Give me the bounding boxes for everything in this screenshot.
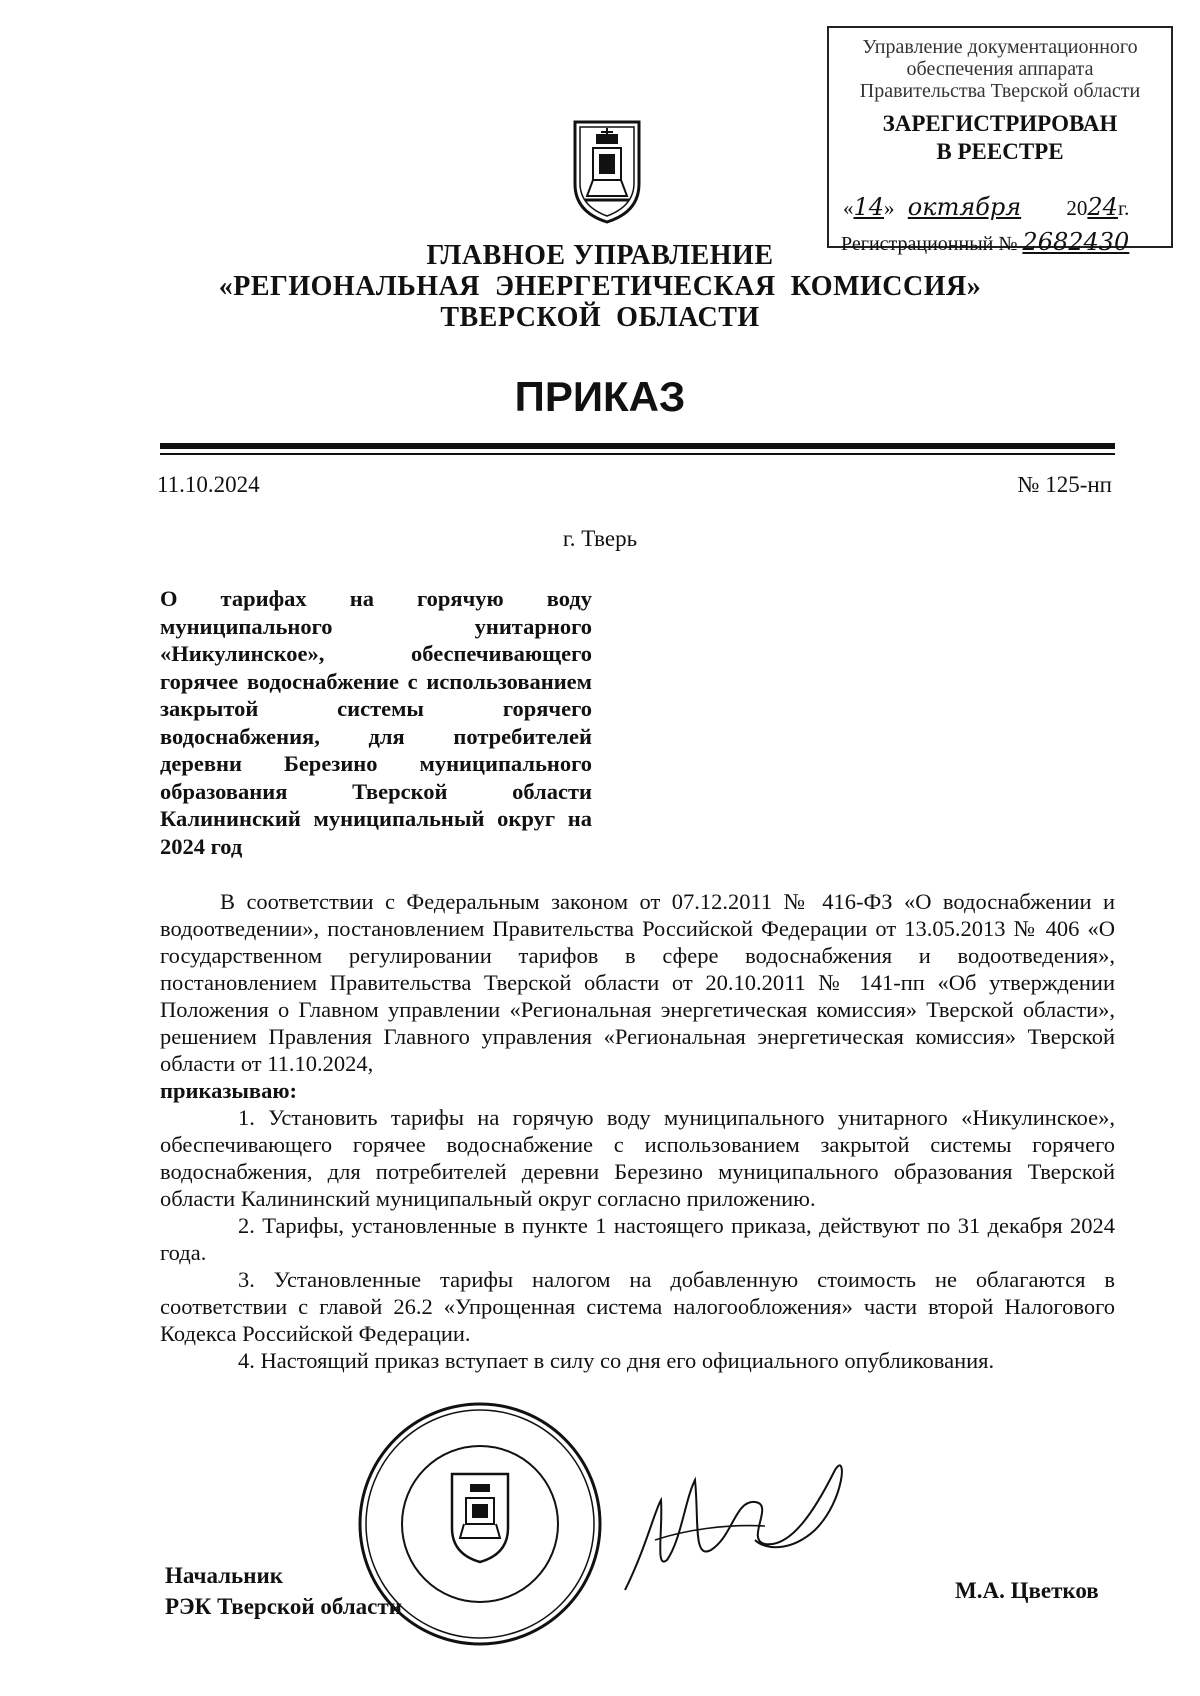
document-city: г. Тверь: [562, 526, 638, 551]
order-item-4: 4. Настоящий приказ вступает в силу со дня его официального опубликования.: [238, 1348, 995, 1373]
order-item-1: 1. Установить тарифы на горячую воду муниципального унитарного «Никулинское», обеспечивающего горячее водоснабжение с использованием закрытой системы горячего водоснабжения, для потребителей деревни Березино муниципального образования Тверской области Калининский муниципальный округ согласно приложению.: [160, 1105, 1115, 1211]
document-type-title: ПРИКАЗ: [514, 373, 686, 420]
official-seal-icon: [356, 1400, 604, 1648]
handwritten-signature: [615, 1440, 855, 1600]
header-divider-thin: [160, 453, 1115, 455]
tver-coat-of-arms-icon: [571, 120, 643, 224]
document-number: № 125-нп: [1017, 472, 1112, 497]
order-item-2: 2. Тарифы, установленные в пункте 1 настоящего приказа, действуют по 31 декабря 2024 года.: [160, 1213, 1115, 1265]
preamble-paragraph: В соответствии с Федеральным законом от 07.12.2011 № 416-ФЗ «О водоснабжении и водоотведении», постановлением Правительства Российской Федерации от 13.05.2013 № 406 «О государственном регулировании тарифов в сфере водоснабжения и водоотведения», постановлением Правительства Тверской области от 20.10.2011 № 141-пп «Об утверждении Положения о Главном управлении «Региональная энергетическая комиссия» Тверской области», решением Правления Главного управления «Региональная энергетическая комиссия» Тверской области от 11.10.2024,: [160, 889, 1115, 1076]
stamp-status: ЗАРЕГИСТРИРОВАН В РЕЕСТРЕ: [882, 111, 1118, 164]
stamp-department: Управление документационного обеспечения аппарата Правительства Тверской области: [859, 36, 1141, 102]
stamp-reg-number-handwritten: 2682430: [1022, 228, 1130, 256]
registration-stamp: [827, 26, 1173, 256]
order-word: приказываю:: [160, 1078, 298, 1103]
document-body: [160, 888, 1115, 1374]
document-date: 11.10.2024: [157, 472, 260, 497]
order-item-3: 3. Установленные тарифы налогом на добавленную стоимость не облагаются в соответствии с главой 26.2 «Упрощенная система налогообложения» части второй Налогового Кодекса Российской Федерации.: [160, 1267, 1115, 1346]
stamp-registration-number: Регистрационный № 2682430: [841, 228, 1130, 256]
signatory-name: М.А. Цветков: [955, 1578, 1099, 1603]
organization-title: ГЛАВНОЕ УПРАВЛЕНИЕ «РЕГИОНАЛЬНАЯ ЭНЕРГЕТИЧЕСКАЯ КОМИССИЯ» ТВЕРСКОЙ ОБЛАСТИ: [218, 240, 982, 333]
header-divider-thick: [160, 443, 1115, 449]
stamp-date-month: октября: [907, 193, 1022, 221]
stamp-date-year: 24: [1087, 193, 1118, 221]
stamp-date: «14» октября 2024г.: [843, 193, 1130, 221]
stamp-date-day: 14: [853, 193, 885, 221]
signatory-title: Начальник РЭК Тверской области: [165, 1563, 402, 1619]
document-subject: О тарифах на горячую воду муниципального унитарного «Никулинское», обеспечивающего горячее водоснабжение с использованием закрытой системы горячего водоснабжения, для потребителей деревни Березино муниципального образования Тверской области Калининский муниципальный округ на 2024 год: [160, 586, 592, 859]
